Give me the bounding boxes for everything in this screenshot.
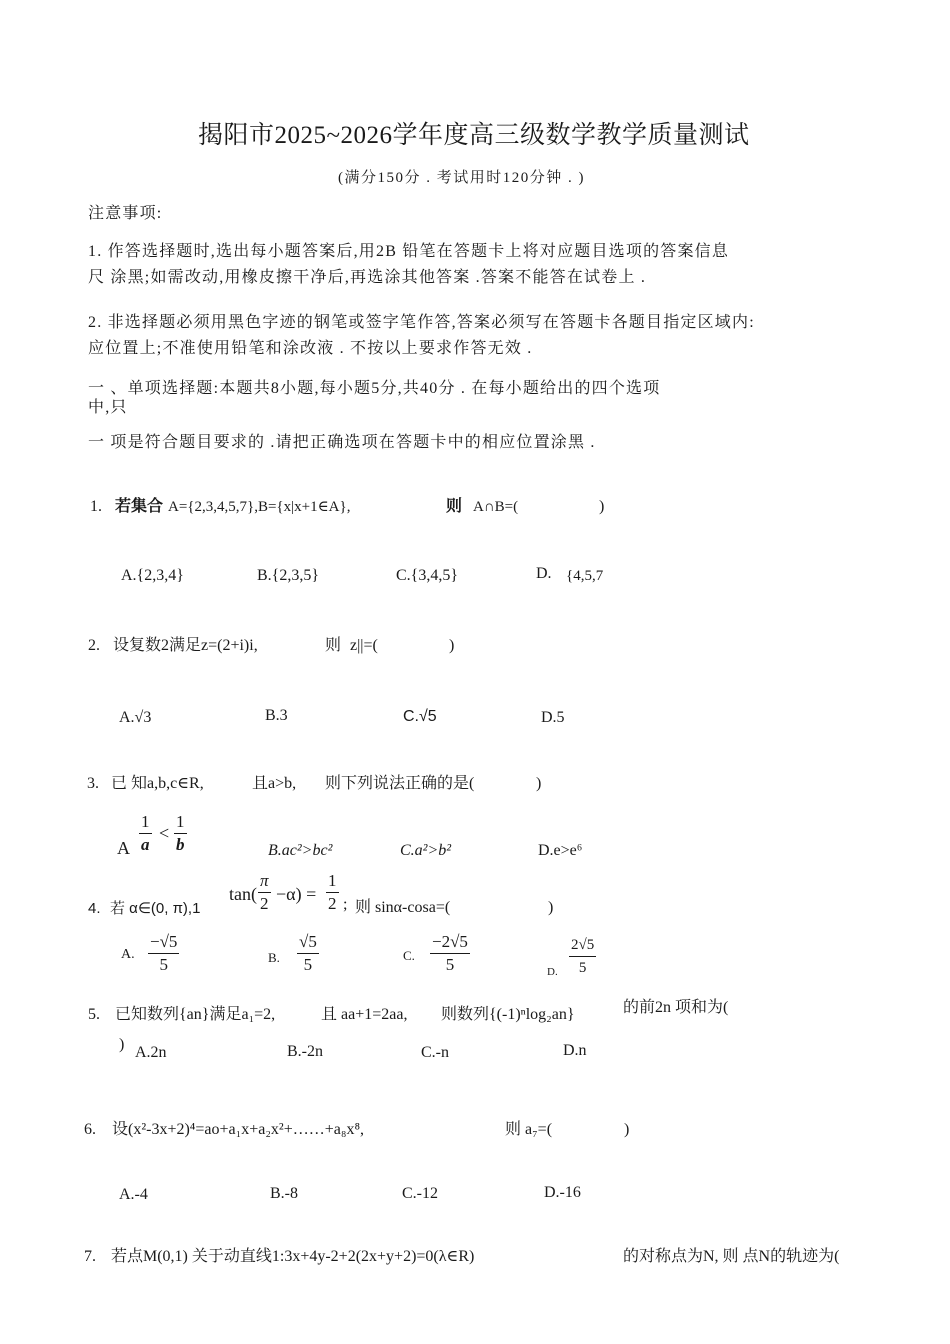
q1-number: 1. [90,498,102,515]
section-heading-line-2: 中,只 [88,399,128,416]
q4-one-half [326,871,339,914]
q4-tan: tan( [229,884,257,904]
q4-text: 若 α∈(0, π),1 [110,900,201,917]
q1-then: 则 [446,498,463,515]
q3-option-a-numerator-1: 1 [141,812,150,831]
q6-option-b: B.-8 [270,1185,298,1202]
q4-minus-alpha: −α) = [276,884,317,904]
q3-condition: 且a>b, [252,775,297,792]
q3-option-a-less-than: < [159,823,170,843]
q4-option-a-label: A. [121,947,135,962]
q4-option-b-numerator: √5 [299,932,317,951]
q4-option-a-denominator: 5 [159,955,168,974]
q2-option-c: C.√5 [403,708,437,725]
q4-option-c-label: C. [403,948,415,963]
q4-semicolon: ; [343,896,348,913]
q1-tail: A∩B=( [473,499,519,515]
q4-close: ) [548,899,554,916]
q5-number: 5. [88,1006,100,1023]
q3-option-a-numerator-2: 1 [176,812,185,831]
note-item-2-line-2: 应位置上;不准使用铅笔和涂改液 . 不按以上要求作答无效 . [88,340,533,357]
q1-text: A={2,3,4,5,7},B={x|x+1∈A}, [168,499,351,515]
fraction-bar [297,953,319,954]
q4-option-a-numerator: −√5 [150,932,178,951]
page-subtitle: (满分150分 . 考试用时120分钟 . ) [338,170,585,186]
q1-lead: 若集合 [115,498,164,515]
q2-option-b: B.3 [265,707,288,724]
fraction-bar [326,892,339,893]
q6-tail: 则 a₇=( [505,1121,553,1138]
q6-text: 设(x²-3x+2)⁴=ao+a₁x+a₂x²+……+a₈x⁸, [112,1121,365,1138]
q1-option-d-value: {4,5,7 [566,568,604,584]
q4-option-c-fraction [430,932,470,975]
q5-close: ) [119,1036,125,1053]
q3-option-c: C.a²>b² [400,842,452,859]
q6-option-c: C.-12 [402,1185,438,1202]
q4-option-a-fraction [148,932,179,975]
notes-heading: 注意事项: [88,205,163,222]
q5-tail: 的前2n 项和为( [623,999,729,1016]
q5-option-a: A.2n [135,1044,167,1061]
q4-two: 2 [260,894,269,913]
q4-number: 4. [88,900,101,917]
q2-option-d: D.5 [541,709,565,726]
q4-option-d-denominator: 5 [578,960,587,976]
q3-option-a-denominator-2: b [176,835,185,854]
q3-option-a-fraction-2 [174,812,187,855]
q5-condition: 且 aa+1=2aa, [321,1006,408,1023]
q2-text: 设复数2满足z=(2+i)i, [113,637,258,654]
q6-option-a: A.-4 [119,1186,148,1203]
q4-option-b-denominator: 5 [303,955,313,974]
q7-tail: 的对称点为N, 则 点N的轨迹为( [623,1248,840,1265]
q5-sequence: 则数列{(-1)ⁿlog₂an} [441,1006,575,1023]
q4-pi: π [260,871,269,890]
q3-text: 已 知a,b,c∈R, [111,775,204,792]
q3-option-d: D.e>e⁶ [538,842,583,859]
q3-option-a-fraction-1 [139,812,152,855]
note-item-2-line-1: 2. 非选择题必须用黑色字迹的钢笔或签字笔作答,答案必须写在答题卡各题目指定区域内: [88,314,755,331]
q1-close: ) [599,498,605,515]
q5-option-c: C.-n [421,1044,449,1061]
q2-close: ) [449,637,455,654]
section-heading-line-3: 一 项是符合题目要求的 .请把正确选项在答题卡中的相应位置涂黑 . [88,434,596,451]
q4-option-b-label: B. [268,950,280,965]
fraction-bar [569,956,596,957]
q2-then: 则 [325,637,342,654]
q4-then: 则 sinα-cosa=( [355,899,451,916]
q4-option-b-fraction [297,932,319,975]
q4-pi-over-two [258,871,271,914]
q4-option-d-numerator: 2√5 [571,937,595,953]
q4-option-d-label: D. [547,966,558,978]
q3-close: ) [536,775,542,792]
q6-number: 6. [84,1121,96,1138]
q6-close: ) [624,1121,630,1138]
fraction-bar [430,953,470,954]
fraction-bar [148,953,179,954]
q4-option-c-numerator: −2√5 [432,932,468,951]
q5-option-b: B.-2n [287,1043,323,1060]
q4-option-d-fraction [569,935,596,978]
q1-option-a: A.{2,3,4} [121,567,184,584]
q1-option-d-label: D. [536,565,552,582]
q3-number: 3. [87,775,99,792]
q2-number: 2. [88,637,100,654]
q7-text: 若点M(0,1) 关于动直线1:3x+4y-2+2(2x+y+2)=0(λ∈R) [111,1248,475,1265]
note-item-1-line-2: 尺 涂黑;如需改动,用橡皮擦干净后,再选涂其他答案 .答案不能答在试卷上 . [88,269,647,286]
q5-option-d: D.n [563,1042,587,1059]
q3-option-a-denominator-1: a [141,835,150,854]
section-heading-line-1: 一 、单项选择题:本题共8小题,每小题5分,共40分 . 在每小题给出的四个选项 [88,380,661,397]
fraction-bar [174,833,187,834]
q3-tail: 则下列说法正确的是( [325,775,475,792]
q7-number: 7. [84,1248,96,1265]
q3-option-a-label: A [117,838,130,858]
q1-option-b: B.{2,3,5} [257,567,320,584]
q2-option-a: A.√3 [119,709,152,726]
page-title: 揭阳市2025~2026学年度高三级数学教学质量测试 [198,122,750,149]
fraction-bar [258,892,271,893]
q4-half-denominator: 2 [328,894,337,913]
q4-half-numerator: 1 [328,871,337,890]
q4-option-c-denominator: 5 [445,955,455,974]
note-item-1-line-1: 1. 作答选择题时,选出每小题答案后,用2B 铅笔在答题卡上将对应题目选项的答案信息 [88,243,730,260]
q5-text: 已知数列{an}满足a₁=2, [115,1006,276,1023]
q3-option-b: B.ac²>bc² [268,842,333,859]
q6-option-d: D.-16 [544,1184,581,1201]
q1-option-c: C.{3,4,5} [396,567,459,584]
q2-tail: z||=( [350,637,378,654]
fraction-bar [139,833,152,834]
